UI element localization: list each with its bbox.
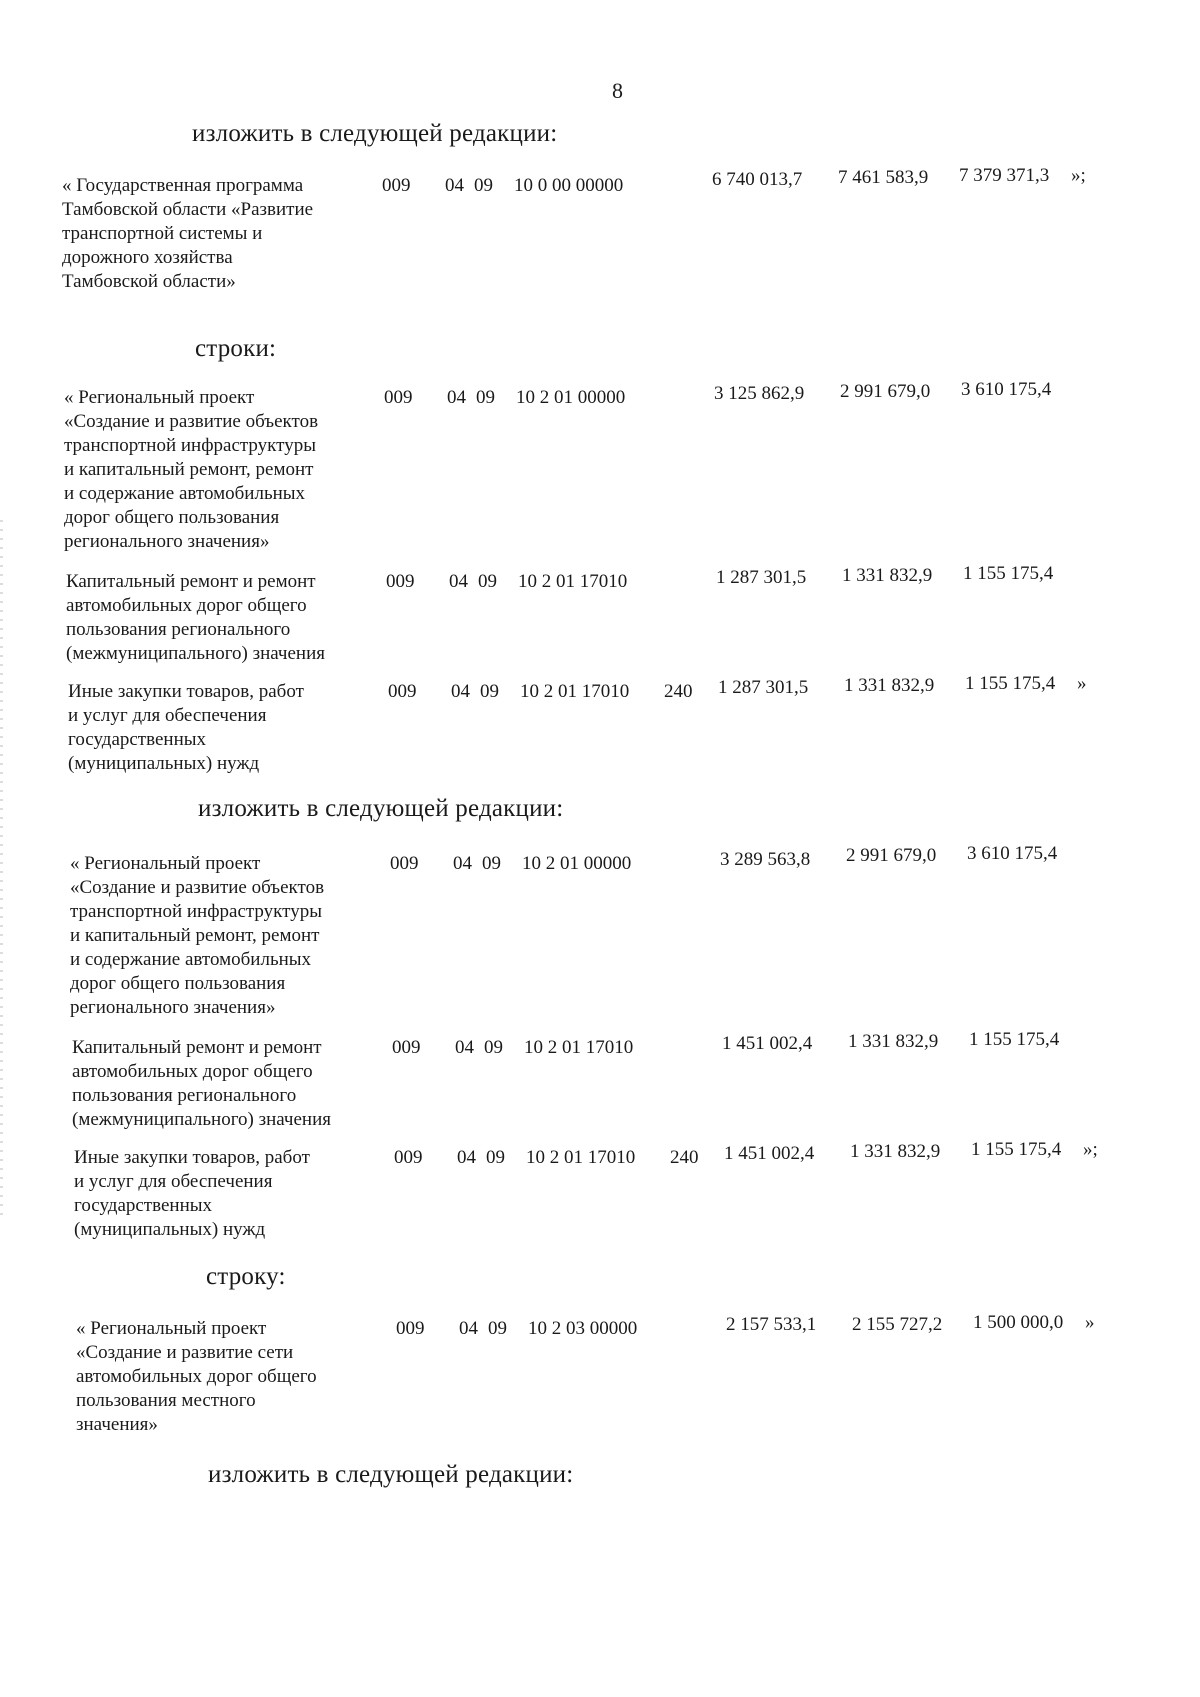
row-subsection: 09 xyxy=(480,681,499,702)
row-ministry: 009 xyxy=(392,1037,421,1058)
page-number: 8 xyxy=(612,78,623,103)
row-value-3: 1 155 175,4 xyxy=(971,1139,1062,1160)
row-value-2: 1 331 832,9 xyxy=(842,565,933,586)
row-name: « Региональный проект «Создание и развитие объектов транспортной инфраструктуры и капитальный ремонт, ремонт и содержание автомобильных дорог общего пользования регионального значения» xyxy=(64,387,319,552)
row-closing-mark: » xyxy=(1077,673,1087,694)
row-subsection: 09 xyxy=(474,175,493,196)
row-value-2: 1 331 832,9 xyxy=(844,675,935,696)
row-value-3: 1 155 175,4 xyxy=(963,563,1054,584)
row-section: 04 xyxy=(455,1037,474,1058)
row-subsection: 09 xyxy=(482,853,501,874)
row-section: 04 xyxy=(459,1318,478,1339)
row-value-1: 3 125 862,9 xyxy=(714,383,805,404)
row-value-3: 1 155 175,4 xyxy=(965,673,1056,694)
row-value-1: 1 451 002,4 xyxy=(724,1143,815,1164)
row-section: 04 xyxy=(449,571,468,592)
heading-edit-1: изложить в следующей редакции: xyxy=(192,120,558,147)
row-subsection: 09 xyxy=(486,1147,505,1168)
row-value-2: 1 331 832,9 xyxy=(848,1031,939,1052)
row-value-2: 2 991 679,0 xyxy=(840,381,931,402)
row-value-3: 3 610 175,4 xyxy=(961,379,1052,400)
row-section: 04 xyxy=(453,853,472,874)
row-subsection: 09 xyxy=(488,1318,507,1339)
row-value-3: 3 610 175,4 xyxy=(967,843,1058,864)
row-value-1: 6 740 013,7 xyxy=(712,169,803,190)
row-name: Капитальный ремонт и ремонт автомобильных дорог общего пользования регионального (межмуниципального) значения xyxy=(66,571,325,664)
row-ministry: 009 xyxy=(386,571,415,592)
row-ministry: 009 xyxy=(394,1147,423,1168)
row-ministry: 009 xyxy=(388,681,417,702)
row-target-code: 10 2 01 17010 xyxy=(518,571,628,592)
row-ministry: 009 xyxy=(396,1318,425,1339)
row-subsection: 09 xyxy=(484,1037,503,1058)
row-value-1: 2 157 533,1 xyxy=(726,1314,817,1335)
row-name: « Региональный проект «Создание и развитие сети автомобильных дорог общего пользования местного значения» xyxy=(76,1318,317,1435)
row-ministry: 009 xyxy=(390,853,419,874)
row-value-1: 3 289 563,8 xyxy=(720,849,811,870)
row-expense-kind: 240 xyxy=(664,681,693,702)
row-section: 04 xyxy=(451,681,470,702)
row-value-2: 1 331 832,9 xyxy=(850,1141,941,1162)
heading-edit-2: изложить в следующей редакции: xyxy=(198,795,564,822)
row-section: 04 xyxy=(447,387,466,408)
row-target-code: 10 2 03 00000 xyxy=(528,1318,638,1339)
row-target-code: 10 2 01 00000 xyxy=(522,853,632,874)
row-target-code: 10 0 00 00000 xyxy=(514,175,624,196)
row-name: Иные закупки товаров, работ и услуг для обеспечения государственных (муниципальных) нужд xyxy=(68,681,304,774)
row-value-1: 1 287 301,5 xyxy=(716,567,807,588)
row-subsection: 09 xyxy=(478,571,497,592)
heading-edit-3: изложить в следующей редакции: xyxy=(208,1461,574,1488)
row-closing-mark: »; xyxy=(1083,1139,1098,1160)
row-target-code: 10 2 01 17010 xyxy=(524,1037,634,1058)
row-value-3: 1 155 175,4 xyxy=(969,1029,1060,1050)
row-value-2: 2 155 727,2 xyxy=(852,1314,943,1335)
row-value-2: 2 991 679,0 xyxy=(846,845,937,866)
row-target-code: 10 2 01 17010 xyxy=(526,1147,636,1168)
row-value-2: 7 461 583,9 xyxy=(838,167,929,188)
heading-line: строку: xyxy=(206,1263,286,1290)
row-section: 04 xyxy=(445,175,464,196)
row-name: « Государственная программа Тамбовской области «Развитие транспортной системы и дорожного хозяйства Тамбовской области» xyxy=(62,175,314,292)
scan-edge-marks xyxy=(0,520,3,1220)
row-ministry: 009 xyxy=(384,387,413,408)
row-value-3: 1 500 000,0 xyxy=(973,1312,1064,1333)
row-ministry: 009 xyxy=(382,175,411,196)
row-section: 04 xyxy=(457,1147,476,1168)
row-value-1: 1 451 002,4 xyxy=(722,1033,813,1054)
row-target-code: 10 2 01 17010 xyxy=(520,681,630,702)
row-name: « Региональный проект «Создание и развитие объектов транспортной инфраструктуры и капитальный ремонт, ремонт и содержание автомобильных дорог общего пользования регионального значения» xyxy=(70,853,325,1018)
row-subsection: 09 xyxy=(476,387,495,408)
row-name: Иные закупки товаров, работ и услуг для обеспечения государственных (муниципальных) нужд xyxy=(74,1147,310,1240)
row-value-1: 1 287 301,5 xyxy=(718,677,809,698)
row-closing-mark: »; xyxy=(1071,165,1086,186)
row-target-code: 10 2 01 00000 xyxy=(516,387,626,408)
heading-lines: строки: xyxy=(195,335,277,362)
row-value-3: 7 379 371,3 xyxy=(959,165,1050,186)
row-name: Капитальный ремонт и ремонт автомобильных дорог общего пользования регионального (межмуниципального) значения xyxy=(72,1037,331,1130)
row-closing-mark: » xyxy=(1085,1312,1095,1333)
row-expense-kind: 240 xyxy=(670,1147,699,1168)
